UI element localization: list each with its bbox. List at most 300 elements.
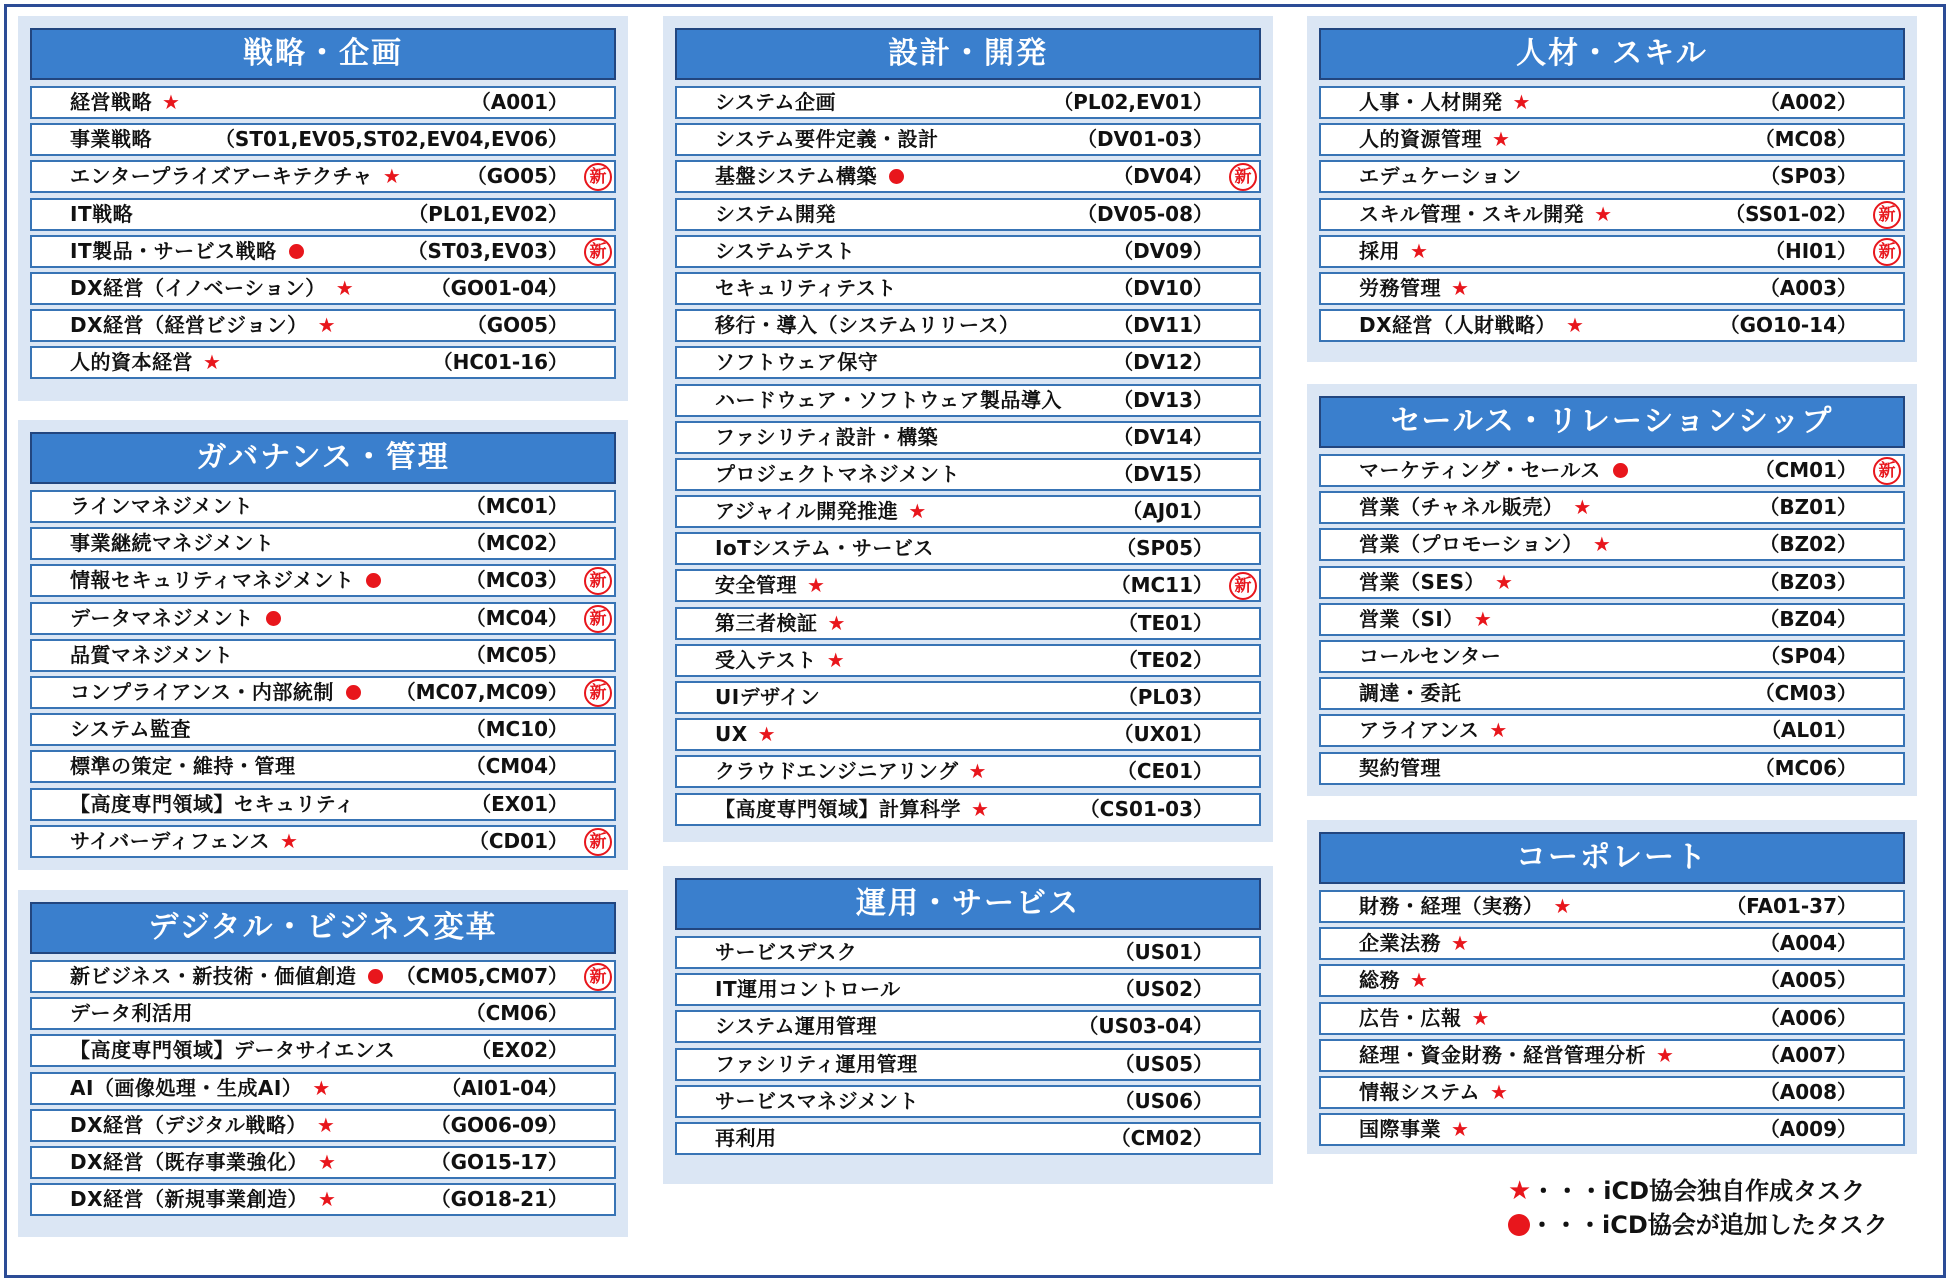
task-label [1359, 679, 1462, 708]
task-code: （DV05-08） [1076, 201, 1213, 226]
task-code: （CM03） [1754, 681, 1857, 706]
task-row [1319, 964, 1905, 997]
task-code: （PL02,EV01） [1053, 90, 1213, 114]
task-name: 総務 [1359, 968, 1400, 993]
task-code: （CM04） [465, 754, 568, 779]
task-code: （HI01） [1764, 238, 1857, 263]
task-name: DX経営（イノベーション） [70, 275, 326, 300]
task-label [715, 88, 836, 117]
task-row [1319, 454, 1905, 487]
task-row [675, 495, 1261, 528]
task-code: （US02） [1114, 977, 1213, 1002]
task-code: （HC01-16） [432, 350, 568, 375]
star-icon: ★ [908, 499, 927, 524]
task-code: （A007） [1759, 1042, 1857, 1067]
task-label [70, 641, 233, 670]
task-label [1359, 642, 1501, 671]
task-list [30, 960, 616, 1220]
task-row [30, 527, 616, 560]
task-row [1319, 1076, 1905, 1109]
red-dot-icon [368, 969, 383, 984]
task-row [1319, 272, 1905, 305]
task-row [30, 564, 616, 597]
task-label [1359, 754, 1441, 783]
task-code: （GO05） [466, 313, 568, 338]
task-code: （GO15-17） [430, 1149, 568, 1174]
new-badge-icon: 新 [1229, 572, 1257, 600]
task-name: サイバーディフェンス [70, 828, 270, 853]
task-code: （CM01） [1754, 458, 1857, 482]
task-name: DX経営（新規事業創造） [70, 1187, 309, 1212]
new-badge-icon: 新 [1873, 457, 1901, 485]
task-row [1319, 566, 1905, 599]
task-list [675, 86, 1261, 830]
task-name: 【高度専門領域】データサイエンス [70, 1038, 396, 1063]
task-row [675, 198, 1261, 231]
task-code: （SS01-02） [1725, 201, 1857, 226]
task-name: アジャイル開発推進 [715, 499, 899, 524]
legend-star-line [1508, 1174, 1888, 1208]
task-name: アライアンス [1359, 718, 1480, 743]
task-row [1319, 1039, 1905, 1072]
task-label [1359, 1041, 1674, 1070]
task-label [70, 1185, 336, 1214]
task-row [1319, 491, 1905, 524]
task-name: 移行・導入（システムリリース） [715, 313, 1020, 338]
task-code: （MC08） [1754, 127, 1857, 152]
task-name: ソフトウェア保守 [715, 350, 879, 375]
task-name: 契約管理 [1359, 755, 1441, 780]
star-icon: ★ [826, 647, 846, 672]
task-code: （US03-04） [1078, 1014, 1213, 1039]
task-name: UIデザイン [715, 685, 821, 709]
task-row [1319, 714, 1905, 747]
task-label [715, 386, 1062, 415]
task-row [675, 123, 1261, 156]
new-badge-icon: 新 [584, 238, 612, 266]
task-label [715, 683, 820, 712]
task-name: DX経営（経営ビジョン） [70, 313, 308, 338]
task-code: （A004） [1759, 931, 1857, 956]
star-icon: ★ [1451, 931, 1470, 956]
task-row [30, 788, 616, 821]
task-name: IT戦略 [70, 201, 134, 226]
section-title: セールス・リレーションシップ [1319, 396, 1905, 448]
star-icon: ★ [280, 828, 299, 853]
task-name: ハードウェア・ソフトウェア製品導入 [715, 387, 1062, 412]
task-row [30, 86, 616, 119]
task-code: （A003） [1759, 275, 1857, 300]
star-icon: ★ [1594, 201, 1613, 226]
task-name: 事業継続マネジメント [70, 531, 275, 556]
task-code: （GO05） [466, 164, 568, 189]
task-row [30, 198, 616, 231]
task-name: 安全管理 [715, 573, 797, 598]
task-code: （MC06） [1754, 755, 1857, 780]
legend-dot-line [1508, 1208, 1888, 1242]
task-code: （CM02） [1110, 1125, 1213, 1150]
task-name: 情報セキュリティマネジメント [70, 568, 355, 593]
task-name: データマネジメント [70, 605, 254, 630]
task-code: （CD01） [468, 828, 568, 853]
task-code: （GO10-14） [1719, 313, 1857, 338]
task-code: （CS01-03） [1079, 796, 1213, 821]
task-code: （DV15） [1113, 461, 1213, 486]
task-label [1359, 274, 1469, 303]
task-label [1359, 88, 1531, 117]
task-row [1319, 198, 1905, 231]
task-code: （MC11） [1110, 573, 1213, 598]
task-code: （FA01-37） [1726, 894, 1857, 918]
task-label [715, 311, 1020, 340]
task-row [675, 644, 1261, 677]
task-name: 受入テスト [715, 647, 817, 672]
task-code: （US01） [1114, 940, 1213, 964]
task-row [30, 235, 616, 268]
task-name: サービスデスク [715, 940, 858, 964]
task-row [1319, 309, 1905, 342]
star-icon: ★ [1490, 1079, 1509, 1104]
task-code: （MC10） [465, 717, 568, 742]
task-label [70, 162, 401, 191]
section-title: 人材・スキル [1319, 28, 1905, 80]
task-list [30, 490, 616, 862]
task-list [1319, 86, 1905, 346]
task-label [1359, 716, 1508, 745]
task-code: （MC05） [465, 642, 568, 667]
section-title: デジタル・ビジネス変革 [30, 902, 616, 954]
task-row [1319, 1113, 1905, 1146]
task-label [715, 571, 825, 600]
new-badge-icon: 新 [1873, 201, 1901, 229]
task-row [675, 607, 1261, 640]
task-code: （ST01,EV05,ST02,EV04,EV06） [214, 127, 568, 152]
new-badge-icon: 新 [584, 963, 612, 991]
task-code: （SP04） [1760, 643, 1857, 668]
task-row [30, 639, 616, 672]
task-label [1359, 1115, 1469, 1144]
task-name: システム要件定義・設計 [715, 127, 939, 152]
task-label [715, 1087, 919, 1116]
task-row [30, 825, 616, 858]
task-code: （CM05,CM07） [395, 964, 568, 988]
task-row [1319, 752, 1905, 785]
star-icon: ★ [757, 722, 777, 747]
task-label [70, 962, 383, 991]
task-label [70, 1074, 331, 1103]
task-label [715, 757, 987, 786]
star-icon: ★ [1451, 1117, 1470, 1142]
task-label [70, 529, 274, 558]
task-name: 情報システム [1359, 1079, 1480, 1104]
task-label [715, 460, 960, 489]
task-name: 人的資本経営 [70, 350, 193, 375]
task-name: ファシリティ運用管理 [715, 1051, 918, 1076]
star-icon: ★ [203, 350, 222, 375]
star-icon: ★ [1508, 1176, 1532, 1206]
star-icon: ★ [971, 796, 990, 821]
task-code: （A001） [470, 90, 568, 114]
task-row [675, 755, 1261, 788]
task-label [70, 1111, 335, 1140]
red-dot-icon [266, 611, 281, 626]
task-code: （UX01） [1113, 722, 1213, 747]
section-title: 運用・サービス [675, 878, 1261, 930]
task-name: コールセンター [1359, 643, 1502, 668]
task-label [715, 609, 846, 638]
task-label [1359, 1004, 1490, 1033]
task-code: （A009） [1759, 1117, 1857, 1142]
task-code: （A002） [1759, 90, 1857, 114]
new-badge-icon: 新 [584, 163, 612, 191]
task-label [70, 715, 191, 744]
task-name: ファシリティ設計・構築 [715, 424, 939, 449]
task-name: DX経営（人財戦略） [1359, 313, 1557, 338]
task-row [30, 272, 616, 305]
task-code: （MC01） [465, 494, 568, 518]
task-row [675, 1048, 1261, 1081]
task-code: （BZ02） [1759, 532, 1857, 557]
task-row [675, 86, 1261, 119]
task-label [70, 200, 133, 229]
task-name: 事業戦略 [70, 127, 152, 152]
section-corporate [1307, 820, 1917, 1154]
task-label [70, 492, 253, 521]
task-name: 営業（チャネル販売） [1359, 495, 1564, 520]
task-code: （A008） [1759, 1079, 1857, 1104]
task-row [675, 346, 1261, 379]
task-list [30, 86, 616, 384]
star-icon: ★ [162, 90, 181, 114]
star-icon: ★ [968, 759, 987, 784]
task-label [70, 1148, 336, 1177]
task-name: IT運用コントロール [715, 977, 901, 1002]
task-row [1319, 160, 1905, 193]
task-code: （BZ03） [1759, 569, 1857, 594]
task-label [715, 646, 845, 675]
task-row [30, 713, 616, 746]
task-row [30, 160, 616, 193]
task-code: （PL01,EV02） [408, 201, 568, 226]
task-code: （CE01） [1116, 759, 1213, 784]
red-dot-icon [1508, 1214, 1530, 1236]
task-name: システム企画 [715, 90, 836, 114]
task-name: 再利用 [715, 1125, 777, 1150]
star-icon: ★ [1410, 968, 1429, 993]
task-code: （DV09） [1113, 238, 1213, 263]
task-row [1319, 528, 1905, 561]
task-label [715, 348, 878, 377]
task-name: AI（画像処理・生成AI） [70, 1075, 303, 1100]
task-name: システム運用管理 [715, 1014, 877, 1039]
star-icon: ★ [1656, 1042, 1675, 1067]
task-row [30, 123, 616, 156]
task-code: （MC02） [465, 531, 568, 556]
task-label [70, 88, 180, 117]
task-label [715, 200, 836, 229]
task-code: （DV01-03） [1076, 127, 1213, 152]
section-title: 戦略・企画 [30, 28, 616, 80]
task-list [675, 936, 1261, 1159]
task-row [30, 676, 616, 709]
red-dot-icon [346, 685, 361, 700]
task-name: 第三者検証 [715, 610, 818, 635]
star-icon: ★ [318, 1187, 337, 1212]
task-label [715, 1124, 777, 1153]
task-label [1359, 311, 1584, 340]
task-name: IT製品・サービス戦略 [70, 238, 277, 263]
task-code: （PL03） [1117, 685, 1213, 709]
task-name: 【高度専門領域】計算科学 [715, 796, 961, 821]
task-row [1319, 640, 1905, 673]
task-name: データ利活用 [70, 1001, 193, 1026]
task-row [1319, 123, 1905, 156]
red-dot-icon [289, 244, 304, 259]
task-label [70, 1036, 395, 1065]
star-icon: ★ [312, 1075, 331, 1100]
task-label [1359, 966, 1428, 995]
task-name: マーケティング・セールス [1359, 458, 1601, 482]
star-icon: ★ [1553, 894, 1572, 918]
task-name: サービスマネジメント [715, 1088, 919, 1113]
task-row [1319, 677, 1905, 710]
legend-dot-text: ・・・iCD協会が追加したタスク [1530, 1211, 1888, 1239]
task-label [715, 720, 776, 749]
task-label [1359, 530, 1611, 559]
task-row [30, 346, 616, 379]
task-name: セキュリティテスト [715, 275, 897, 300]
task-code: （A006） [1759, 1005, 1857, 1030]
task-code: （GO18-21） [430, 1187, 568, 1212]
task-label [715, 423, 938, 452]
star-icon: ★ [335, 275, 355, 300]
task-label [715, 938, 857, 967]
task-code: （GO06-09） [430, 1112, 568, 1137]
task-row [675, 1122, 1261, 1155]
star-icon: ★ [827, 610, 846, 635]
task-name: DX経営（デジタル戦略） [70, 1112, 307, 1137]
task-label [1359, 929, 1469, 958]
task-row [30, 1183, 616, 1216]
task-label [1359, 605, 1492, 634]
task-code: （BZ04） [1759, 606, 1857, 631]
task-label [70, 125, 152, 154]
task-name: コンプライアンス・内部統制 [70, 679, 334, 704]
task-row [1319, 1002, 1905, 1035]
section-title: ガバナンス・管理 [30, 432, 616, 484]
task-label [715, 125, 939, 154]
task-code: （SP05） [1116, 536, 1213, 561]
task-row [30, 490, 616, 523]
task-label [715, 274, 897, 303]
task-code: （DV04） [1113, 164, 1213, 189]
task-code: （SP03） [1760, 164, 1857, 189]
section-digital-business-transformation [18, 890, 628, 1237]
task-label [715, 497, 927, 526]
task-name: プロジェクトマネジメント [715, 461, 960, 486]
task-list [1319, 454, 1905, 789]
star-icon: ★ [382, 164, 402, 189]
legend-star-text: ・・・iCD協会独自作成タスク [1531, 1177, 1866, 1205]
task-name: 企業法務 [1359, 931, 1441, 956]
task-name: 調達・委託 [1359, 681, 1462, 706]
star-icon: ★ [1494, 569, 1514, 594]
task-label [715, 162, 904, 191]
task-name: 基盤システム構築 [715, 164, 877, 189]
task-row [30, 1146, 616, 1179]
new-badge-icon: 新 [584, 605, 612, 633]
section-talent-skills [1307, 16, 1917, 362]
star-icon: ★ [1573, 495, 1592, 520]
task-name: 営業（SES） [1359, 569, 1485, 594]
star-icon: ★ [1473, 606, 1493, 631]
task-row [30, 960, 616, 993]
task-row [30, 1109, 616, 1142]
task-name: 人的資源管理 [1359, 127, 1482, 152]
task-row [1319, 927, 1905, 960]
section-operation-service [663, 866, 1273, 1184]
star-icon: ★ [1410, 238, 1429, 263]
task-row [30, 602, 616, 635]
task-name: システム監査 [70, 717, 191, 742]
section-title: コーポレート [1319, 832, 1905, 884]
task-code: （US05） [1114, 1051, 1213, 1076]
task-label [70, 604, 281, 633]
task-code: （DV11） [1113, 313, 1213, 338]
task-label [715, 534, 934, 563]
task-label [70, 274, 354, 303]
task-label [715, 975, 901, 1004]
task-code: （GO01-04） [430, 275, 568, 300]
task-row [675, 936, 1261, 969]
task-code: （TE01） [1117, 610, 1213, 635]
task-code: （MC04） [465, 605, 568, 630]
task-row [675, 272, 1261, 305]
task-label [70, 237, 304, 266]
task-label [1359, 892, 1572, 921]
task-name: 財務・経理（実務） [1359, 894, 1544, 918]
task-label [70, 999, 193, 1028]
task-row [675, 1085, 1261, 1118]
task-row [30, 750, 616, 783]
section-governance-management [18, 420, 628, 870]
red-dot-icon [366, 573, 381, 588]
task-label [1359, 200, 1613, 229]
task-label [70, 827, 298, 856]
task-label [70, 348, 221, 377]
task-code: （DV10） [1113, 275, 1213, 300]
star-icon: ★ [1512, 90, 1531, 114]
task-name: 営業（プロモーション） [1359, 532, 1583, 557]
task-code: （AI01-04） [441, 1075, 568, 1100]
task-row [30, 1072, 616, 1105]
task-name: スキル管理・スキル開発 [1359, 201, 1585, 226]
task-label [715, 1012, 877, 1041]
task-row [675, 973, 1261, 1006]
task-code: （MC07,MC09） [395, 679, 568, 704]
task-code: （AJ01） [1122, 499, 1213, 524]
section-design-development [663, 16, 1273, 842]
task-name: 標準の策定・維持・管理 [70, 754, 296, 779]
task-row [1319, 890, 1905, 923]
task-row [675, 793, 1261, 826]
star-icon: ★ [316, 1112, 336, 1137]
task-code: （EX02） [471, 1038, 568, 1063]
task-code: （A005） [1759, 968, 1857, 993]
task-label [1359, 568, 1513, 597]
task-code: （BZ01） [1759, 495, 1857, 520]
task-label [715, 1050, 918, 1079]
